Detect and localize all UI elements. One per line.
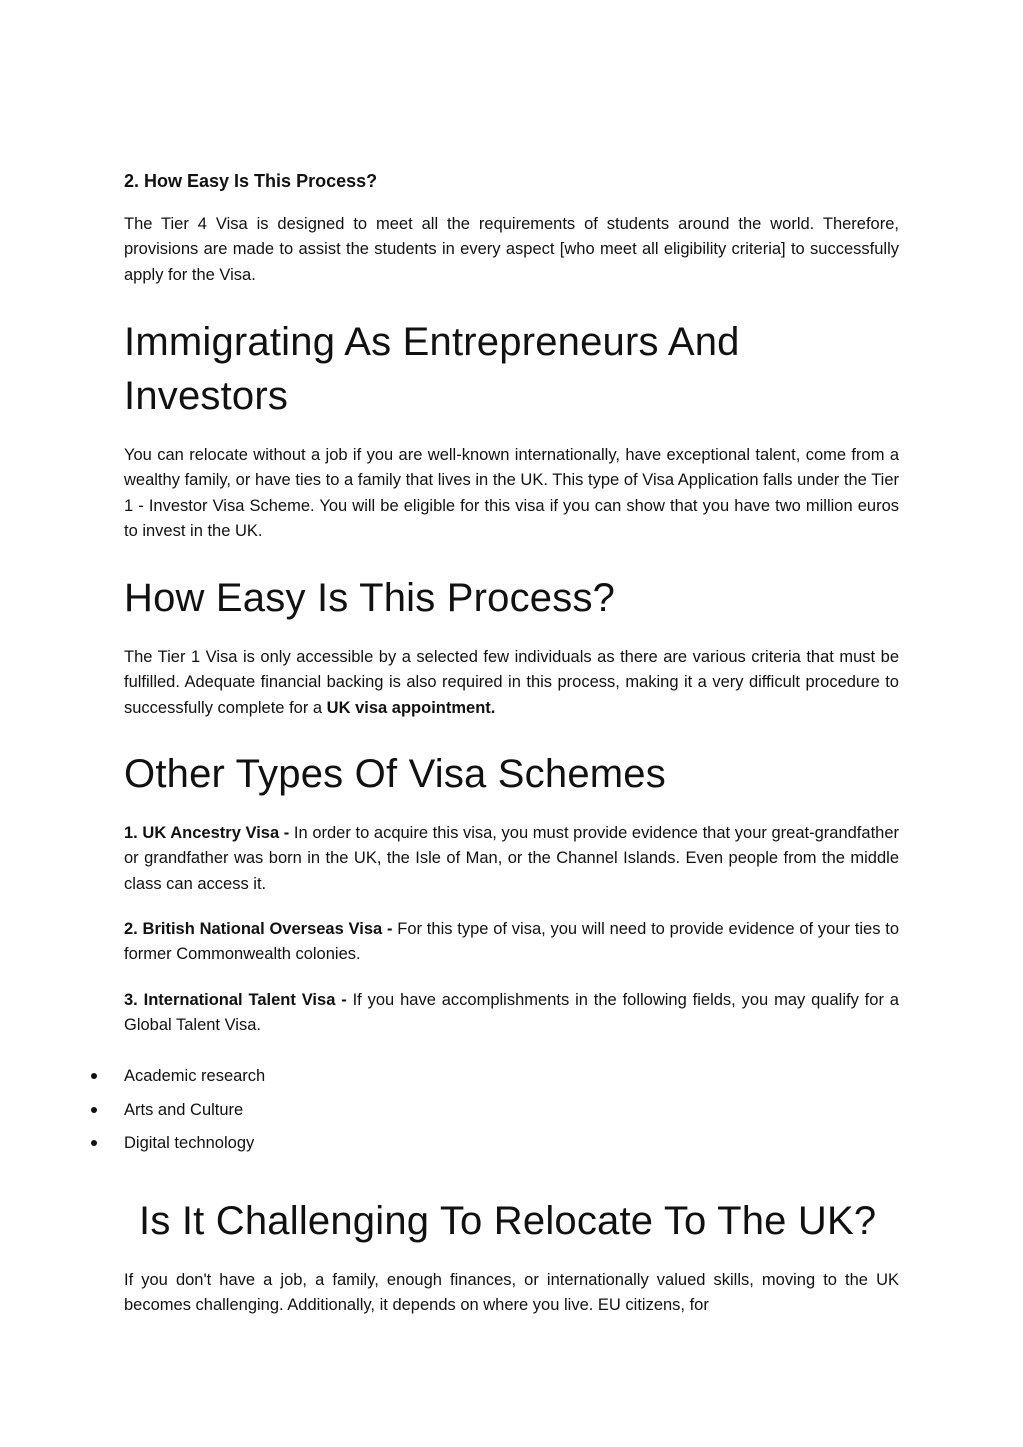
visa-item-ancestry-label: 1. UK Ancestry Visa - [124,824,290,842]
list-item [124,1098,265,1132]
uk-visa-appointment-text: UK visa appointment. [326,698,496,717]
how-easy-paragraph-text: The Tier 1 Visa is only accessible by a selected few individuals as there are various criteria that must be fulfilled. Adequate financial backing is also required in this process, making it a very difficult procedure to successfully complete for a [124,648,899,717]
visa-item-ancestry [124,821,899,897]
list-item [124,1064,265,1098]
visa-item-bno [124,917,899,968]
list-item [124,1131,265,1165]
visa-item-bno-text: For this type of visa, you will need to provide evidence of your ties to former Commonwealth colonies. [124,920,899,964]
bullet-icon [91,1140,97,1146]
other-types-heading: Other Types Of Visa Schemes [124,752,666,796]
visa-item-talent-label: 3. International Talent Visa - [124,991,347,1009]
tier4-paragraph: The Tier 4 Visa is designed to meet all the requirements of students around the world. Therefore, provisions are made to assist the students in every aspect [who meet all eligibility criteria] to successfully apply for the Visa. [124,215,899,284]
visa-item-talent-text: If you have accomplishments in the following fields, you may qualify for a Global Talent Visa. [124,991,899,1035]
visa-item-bno-label: 2. British National Overseas Visa - [124,920,393,938]
bullet-icon [91,1107,97,1113]
challenging-paragraph: If you don't have a job, a family, enough finances, or internationally valued skills, moving to the UK becomes challenging. Additionally, it depends on where you live. EU citizens, for [124,1271,899,1315]
visa-item-talent [124,988,899,1039]
challenging-heading: Is It Challenging To Relocate To The UK? [139,1199,877,1243]
entrepreneurs-heading: Immigrating As Entrepreneurs And Investors [124,320,740,418]
list-item-label: Digital technology [124,1134,255,1152]
list-item-label: Academic research [124,1067,266,1085]
list-item-label: Arts and Culture [124,1100,244,1119]
visa-item-ancestry-text: In order to acquire this visa, you must provide evidence that your great-grandfather or grandfather was born in the UK, the Isle of Man, or the Channel Islands. Even people from the middle class can access it. [124,824,899,893]
how-easy-paragraph [124,645,899,721]
bullet-icon [91,1073,97,1079]
tier4-heading: 2. How Easy Is This Process? [124,171,378,191]
entrepreneurs-paragraph: You can relocate without a job if you are well-known internationally, have exceptional talent, come from a wealthy family, or have ties to a family that lives in the UK. This type of Visa Application falls under the Tier 1 - Investor Visa Scheme. You will be eligible for this visa if you can show that you have two million euros to invest in the UK. [124,446,899,540]
talent-fields-list [124,1064,265,1165]
how-easy-heading: How Easy Is This Process? [124,576,616,620]
